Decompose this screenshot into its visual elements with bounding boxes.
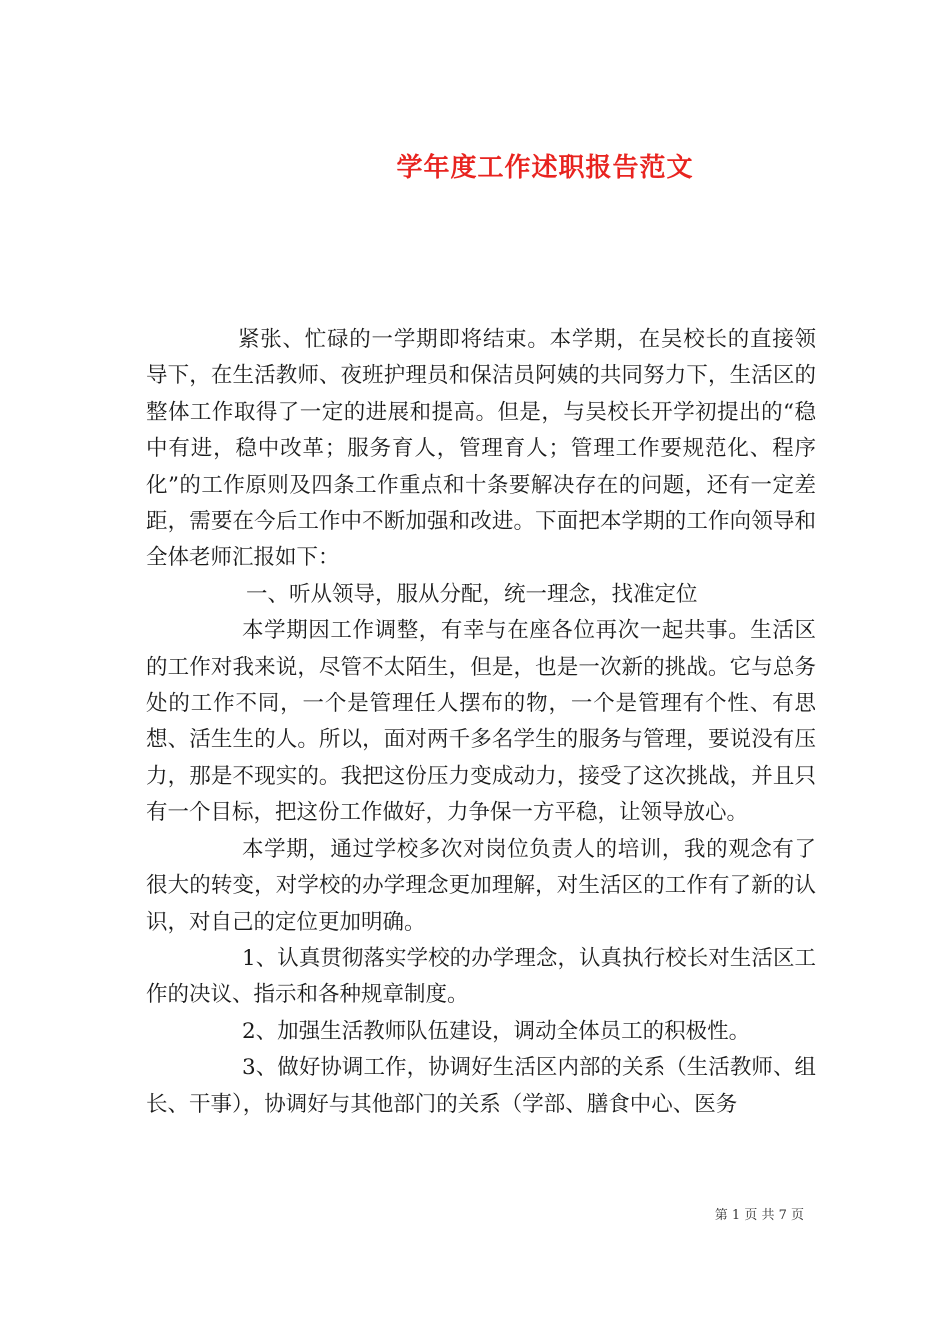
list-item-2: 2、加强生活教师队伍建设，调动全体员工的积极性。 <box>242 1018 751 1044</box>
document-body <box>146 322 816 1123</box>
paragraph-training: 本学期，通过学校多次对岗位负责人的培训，我的观念有了很大的转变，对学校的办学理念更加理解，对生活区的工作有了新的认识，对自己的定位更加明确。 <box>146 836 816 935</box>
paragraph-section-1: 本学期因工作调整，有幸与在座各位再次一起共事。生活区的工作对我来说，尽管不太陌生，但是，也是一次新的挑战。它与总务处的工作不同，一个是管理任人摆布的物，一个是管理有个性、有思想、活生生的人。所以，面对两千多名学生的服务与管理，要说没有压力，那是不现实的。我把这份压力变成动力，接受了这次挑战，并且只有一个目标，把这份工作做好，力争保一方平稳，让领导放心。 <box>146 618 816 826</box>
paragraph-intro: 紧张、忙碌的一学期即将结束。本学期，在吴校长的直接领导下，在生活教师、夜班护理员和保洁员阿姨的共同努力下，生活区的整体工作取得了一定的进展和提高。但是，与吴校长开学初提出的“稳中有进，稳中改革；服务育人，管理育人；管理工作要规范化、程序化”的工作原则及四条工作重点和十条要解决存在的问题，还有一定差距，需要在今后工作中不断加强和改进。下面把本学期的工作向领导和全体老师汇报如下： <box>146 327 816 571</box>
list-item-3: 3、做好协调工作，协调好生活区内部的关系（生活教师、组长、干事），协调好与其他部门的关系（学部、膳食中心、医务 <box>146 1055 816 1117</box>
page-number: 第 1 页 共 7 页 <box>714 1208 804 1223</box>
page-title: 学年度工作述职报告范文 <box>396 153 694 184</box>
list-item-1: 1、认真贯彻落实学校的办学理念，认真执行校长对生活区工作的决议、指示和各种规章制度。 <box>146 945 816 1008</box>
section-heading-1: 一、听从领导，服从分配，统一理念，找准定位 <box>246 581 698 607</box>
